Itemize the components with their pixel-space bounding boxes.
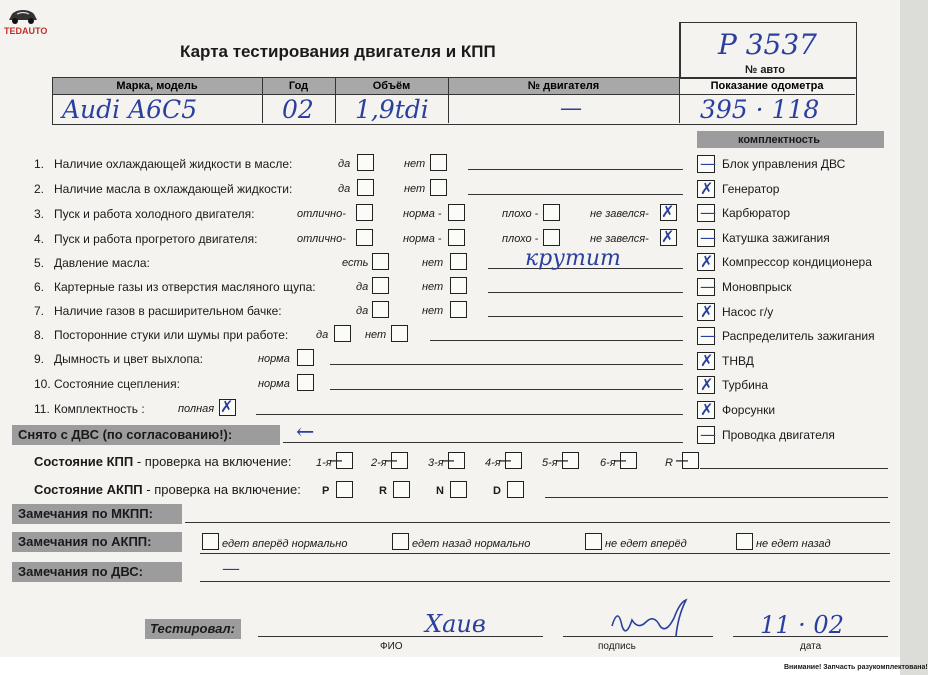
option-label: норма [258,378,290,390]
option-label: есть [342,257,369,269]
remark-checkbox[interactable] [736,533,753,550]
odometer-value: 395 · 118 [700,95,820,124]
item-number: 4. [34,232,45,246]
answer-line [488,316,683,317]
option-label: полная [178,403,215,415]
option-checkbox[interactable] [448,204,465,221]
completeness-label: Моновпрыск [722,280,792,294]
gear-dash: — [385,453,397,467]
auto-gear-label: N [436,485,444,497]
answer-line [468,194,683,195]
gear-dash: — [556,453,568,467]
completeness-mark: — [700,227,716,247]
auto-gear-checkbox[interactable] [450,481,467,498]
test-date: 11 · 02 [760,611,844,639]
item-label: Состояние сцепления: [54,377,180,391]
option-checkbox[interactable] [297,349,314,366]
option-checkbox[interactable] [372,253,389,270]
answer-line [488,292,683,293]
item-number: 5. [34,256,45,270]
option-checkbox[interactable] [357,179,374,196]
item-label: Наличие масла в охлаждающей жидкости: [54,182,293,196]
header-year: Год [288,80,309,92]
option-checkbox[interactable] [450,301,467,318]
option-label: не завелся- [590,208,649,220]
gear-dash: — [330,453,342,467]
auto-gearbox-label [34,483,301,497]
completeness-mark: ✗ [700,350,714,370]
option-label: норма - [403,208,442,220]
oil-pressure-note: крутит [525,246,621,271]
option-label: да [338,158,351,170]
removed-label: Снято с ДВС (по согласованию!): [18,427,233,442]
remarks-engine-dash: — [222,558,240,579]
completeness-title: комплектность [738,134,821,146]
answer-line [330,389,683,390]
completeness-label: Блок управления ДВС [722,157,846,171]
completeness-label: Карбюратор [722,206,791,221]
option-checkbox[interactable] [372,301,389,318]
gear-label: 1-я [316,457,332,469]
option-label: да [356,305,369,317]
item-number: 2. [34,182,45,196]
gear-label: 2-я [371,457,387,469]
completeness-label: Катушка зажигания [722,230,830,245]
item-label: Наличие газов в расширительном бачке: [54,304,282,318]
sign-caption: подпись [598,641,636,652]
check-mark: ✗ [220,397,234,416]
remark-option: едет вперёд нормально [222,538,348,550]
completeness-mark: ✗ [700,301,714,321]
volume-value: 1,9tdi [355,95,429,124]
gear-dash: — [499,453,511,467]
item-number: 9. [34,352,45,366]
completeness-mark: — [700,424,716,444]
page-title: Карта тестирования двигателя и КПП [180,42,496,61]
item-label: Дымность и цвет выхлопа: [54,352,203,366]
auto-gear-label: D [493,485,501,497]
remarks-auto-label: Замечания по АКПП: [18,534,152,549]
auto-gear-checkbox[interactable] [507,481,524,498]
option-label: норма - [403,233,442,245]
header-odometer: Показание одометра [710,80,824,92]
remarks-manual-label: Замечания по МКПП: [18,506,153,521]
item-label: Пуск и работа холодного двигателя: [54,207,255,221]
option-checkbox[interactable] [356,204,373,221]
auto-gear-label: P [322,485,330,497]
item-label: Пуск и работа прогретого двигателя: [54,232,258,246]
auto-gearbox-title: Состояние АКПП [34,482,143,497]
check-mark: ✗ [661,202,675,221]
item-label: Картерные газы из отверстия масляного щупа: [54,280,316,294]
item-number: 6. [34,280,45,294]
option-label: нет [422,257,444,269]
item-number: 1. [34,157,45,171]
header-make: Марка, модель [116,80,198,92]
item-label: Давление масла: [54,256,150,270]
option-label: норма [258,353,290,365]
option-checkbox[interactable] [372,277,389,294]
option-checkbox[interactable] [450,277,467,294]
completeness-mark: ✗ [700,375,714,395]
manual-gearbox-label [34,455,291,469]
option-label: не завелся- [590,233,649,245]
option-checkbox[interactable] [357,154,374,171]
item-number: 11. [34,402,50,416]
completeness-label: Распределитель зажигания [722,329,875,344]
date-caption: дата [800,641,822,652]
item-label: Комплектность : [54,402,145,416]
option-label: нет [404,183,426,195]
remark-checkbox[interactable] [585,533,602,550]
completeness-mark: ✗ [700,400,714,419]
auto-remarks-line [200,553,890,554]
option-label: отлично- [297,208,346,220]
answer-line [430,340,683,341]
tester-signature [608,596,698,642]
car-logo-icon [6,6,40,26]
completeness-mark: — [700,277,716,296]
check-mark: ✗ [661,227,675,246]
option-checkbox[interactable] [356,229,373,246]
option-label: нет [404,158,426,170]
completeness-mark: ✗ [700,178,714,198]
remarks-engine-label: Замечания по ДВС: [18,564,143,579]
completeness-label: Проводка двигателя [722,427,835,442]
remark-checkbox[interactable] [202,533,219,550]
option-label: нет [422,305,444,317]
option-checkbox[interactable] [450,253,467,270]
option-checkbox[interactable] [334,325,351,342]
auto-gearbox-desc: - проверка на включение: [142,482,301,497]
item-number: 8. [34,328,45,342]
option-label: да [316,329,329,341]
completeness-label: Насос г/у [722,304,774,319]
completeness-label: Форсунки [722,403,776,417]
item-label: Наличие охлаждающей жидкости в масле: [54,157,293,171]
remark-option: едет назад нормально [412,538,531,550]
gear-dash: — [614,453,626,467]
header-volume: Объём [372,80,411,92]
completeness-label: Турбина [722,378,769,393]
car-number-label: № авто [745,64,786,76]
tested-label: Тестировал: [150,621,235,636]
item-number: 7. [34,304,45,318]
auto-line [545,497,888,498]
item-number: 3. [34,207,45,221]
completeness-mark: — [700,154,716,173]
answer-line [468,169,683,170]
car-number-value: P 3537 [718,28,817,61]
completeness-label: ТНВД [722,353,754,368]
manual-line [700,468,888,469]
gear-label: 5-я [542,457,558,469]
gear-dash: — [676,453,688,467]
completeness-label: Компрессор кондиционера [722,255,872,270]
gear-label: R [665,457,673,469]
remark-checkbox[interactable] [392,533,409,550]
footer-band [0,657,900,675]
remark-option: не едет назад [756,538,831,550]
option-label: отлично- [297,233,346,245]
item-number: 10. [34,377,51,391]
option-checkbox[interactable] [430,179,447,196]
logo [4,6,48,36]
auto-gear-checkbox[interactable] [336,481,353,498]
header-engine-no: № двигателя [527,80,600,92]
footer-note: Внимание! Запчасть разукомплектована! [784,664,928,671]
answer-line [330,364,683,365]
name-caption: ФИО [380,641,403,652]
completeness-mark: — [700,326,716,346]
engine-no-value: — [560,96,582,121]
manual-gearbox-title: Состояние КПП [34,454,134,469]
logo-text: TEDAUTO [4,26,48,36]
auto-gear-label: R [379,485,387,497]
option-label: да [338,183,351,195]
answer-line [256,414,683,415]
year-value: 02 [282,95,314,124]
option-checkbox[interactable] [543,229,560,246]
completeness-mark: ✗ [700,252,714,272]
option-checkbox[interactable] [430,154,447,171]
removed-arrow: ← [296,420,315,445]
option-checkbox[interactable] [543,204,560,221]
completeness-label: Генератор [722,181,780,196]
option-label: да [356,281,369,293]
gear-label: 4-я [485,457,501,469]
option-label: нет [422,281,444,293]
remark-option: не едет вперёд [605,538,687,550]
option-label: плохо - [502,208,539,220]
option-checkbox[interactable] [448,229,465,246]
make-value: Audi A6C5 [62,95,198,124]
gear-label: 3-я [428,457,444,469]
completeness-mark: — [700,203,716,223]
gear-dash: — [442,453,454,467]
option-checkbox[interactable] [297,374,314,391]
tester-name: Хаив [425,610,486,638]
option-checkbox[interactable] [391,325,408,342]
auto-gear-checkbox[interactable] [393,481,410,498]
item-label: Посторонние стуки или шумы при работе: [54,328,289,342]
option-label: нет [365,329,387,341]
gear-label: 6-я [600,457,616,469]
manual-gearbox-desc: - проверка на включение: [133,454,292,469]
option-label: плохо - [502,233,539,245]
